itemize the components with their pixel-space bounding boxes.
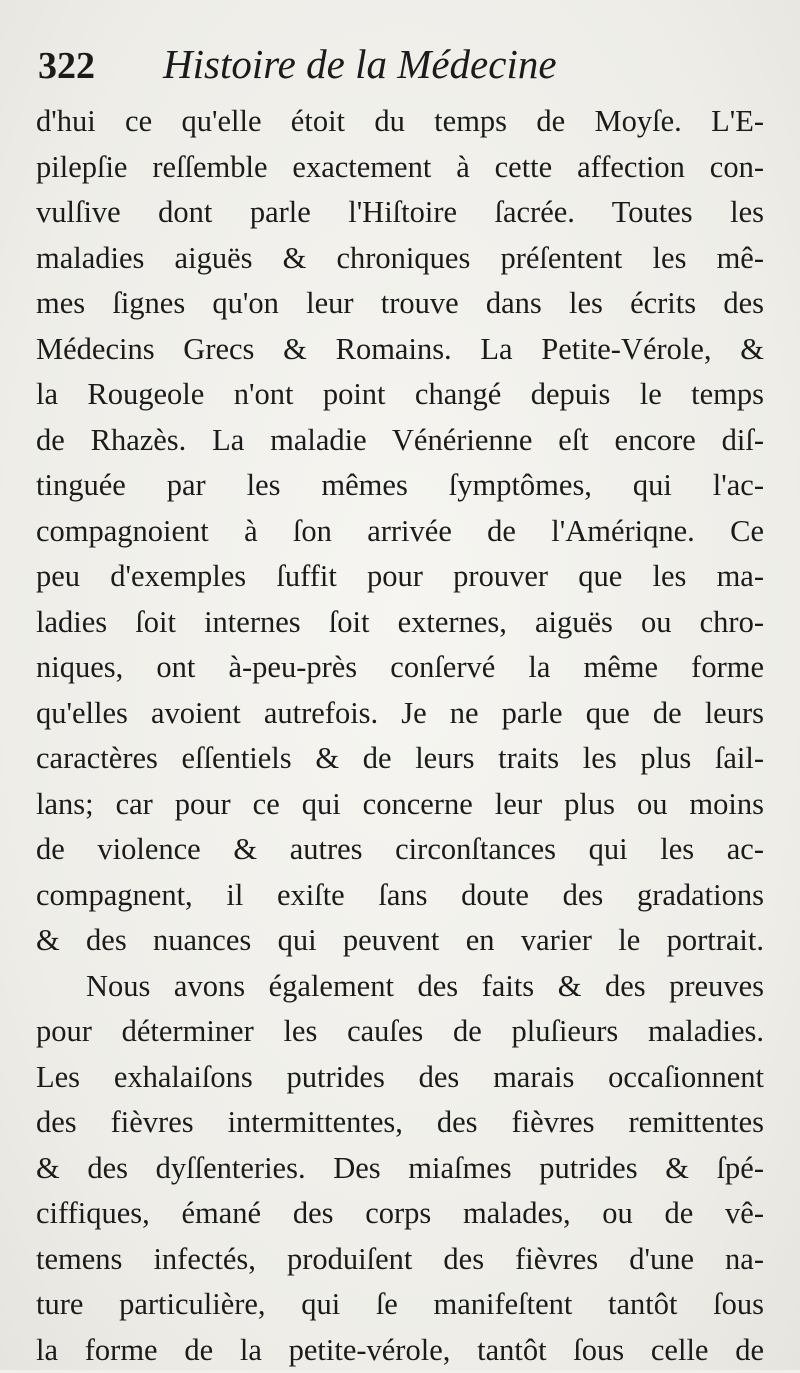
text-line: d'hui ce qu'elle étoit du temps de Moyſe. L'E- [36,99,764,145]
text-line: compagnent, il exiſte ſans doute des gradations [36,873,764,919]
text-line: la Rougeole n'ont point changé depuis le temps [36,372,764,418]
text-line: compagnoient à ſon arrivée de l'Amériqne. Ce [36,509,764,555]
text-line: ladies ſoit internes ſoit externes, aiguës ou chro- [36,600,764,646]
text-line: de violence & autres circonſtances qui les ac- [36,827,764,873]
text-line: vulſive dont parle l'Hiſtoire ſacrée. Toutes les [36,190,764,236]
text-line: de Rhazès. La maladie Vénérienne eſt encore diſ- [36,418,764,464]
text-line: pilepſie reſſemble exactement à cette affection con- [36,145,764,191]
text-line: des fièvres intermittentes, des fièvres remittentes [36,1100,764,1146]
text-line: Médecins Grecs & Romains. La Petite-Vérole, & [36,327,764,373]
text-line: ture particulière, qui ſe manifeſtent tantôt ſous [36,1282,764,1328]
text-line: & des dyſſenteries. Des miaſmes putrides & ſpé- [36,1146,764,1192]
running-title: Histoire de la Médecine [163,40,557,88]
text-line: niques, ont à-peu-près conſervé la même forme [36,645,764,691]
page-header [38,40,778,92]
text-line: Les exhalaiſons putrides des marais occaſionnent [36,1055,764,1101]
text-line: qu'elles avoient autrefois. Je ne parle que de leurs [36,691,764,737]
text-line: caractères eſſentiels & de leurs traits les plus ſail- [36,736,764,782]
text-line: la forme de la petite-vérole, tantôt ſous celle de [36,1328,764,1373]
text-line: ciffiques, émané des corps malades, ou de vê- [36,1191,764,1237]
text-line: mes ſignes qu'on leur trouve dans les écrits des [36,281,764,327]
body-text [36,99,764,1373]
text-line: maladies aiguës & chroniques préſentent les mê- [36,236,764,282]
text-line: pour déterminer les cauſes de pluſieurs maladies. [36,1009,764,1055]
text-line: lans; car pour ce qui concerne leur plus ou moins [36,782,764,828]
text-line: peu d'exemples ſuffit pour prouver que les ma- [36,554,764,600]
text-line: Nous avons également des faits & des preuves [36,964,764,1010]
text-line: tinguée par les mêmes ſymptômes, qui l'ac- [36,463,764,509]
text-line: & des nuances qui peuvent en varier le portrait. [36,918,764,964]
page-number: 322 [38,44,95,88]
text-line: temens infectés, produiſent des fièvres d'une na- [36,1237,764,1283]
